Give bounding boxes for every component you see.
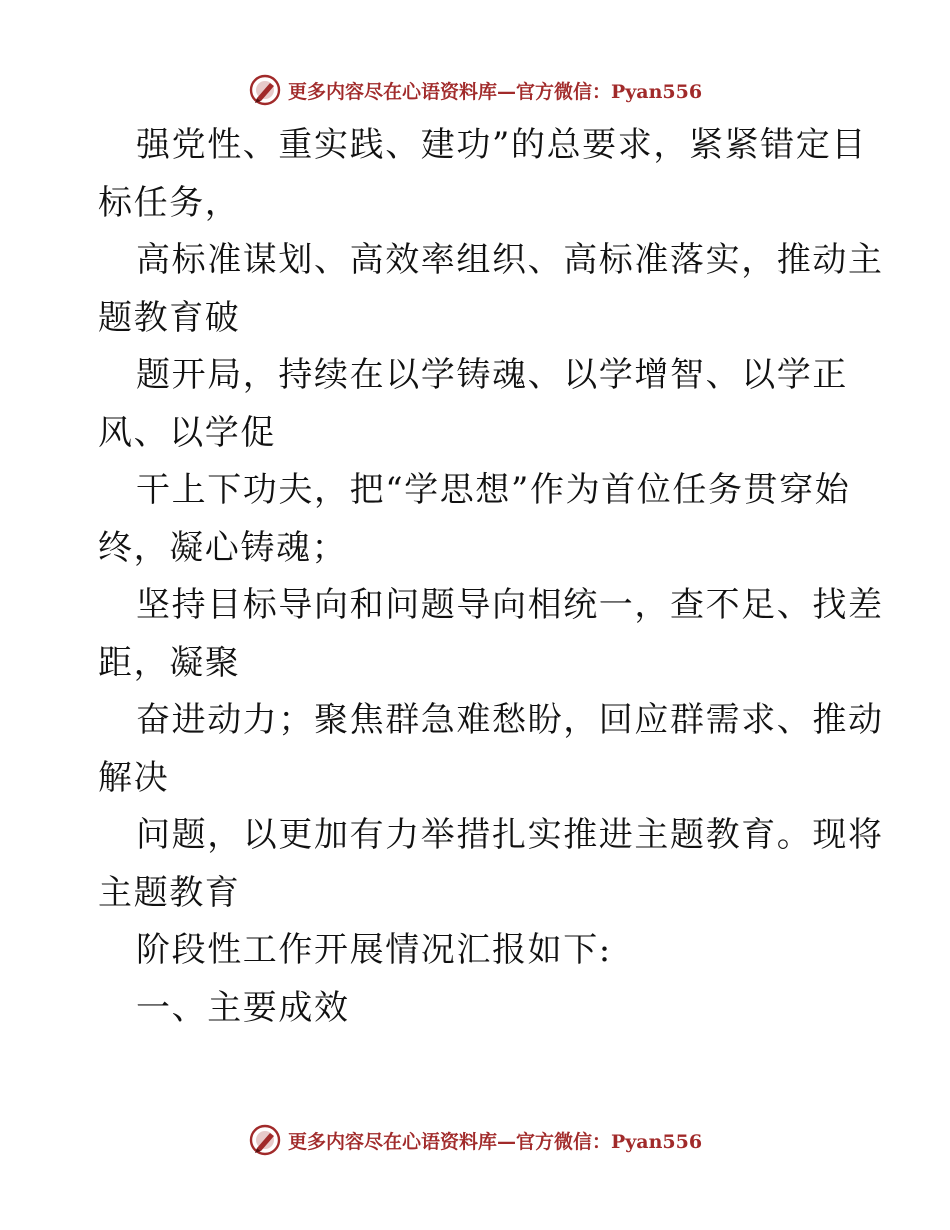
paragraph-line: 距，凝聚 bbox=[98, 642, 241, 683]
paragraph-line: 高标准谋划、高效率组织、高标准落实，推动主 bbox=[136, 240, 884, 280]
paragraph-line: 风、以学促 bbox=[98, 412, 276, 453]
document-body bbox=[98, 117, 884, 1037]
paragraph-line: 强党性、重实践、建功”的总要求，紧紧错定目 bbox=[136, 125, 867, 165]
pen-logo-icon bbox=[248, 1123, 282, 1157]
paragraph-line: 坚持目标导向和问题导向相统一，查不足、找差 bbox=[136, 585, 884, 625]
footer-watermark bbox=[0, 1120, 950, 1160]
pen-logo-icon bbox=[248, 73, 282, 107]
paragraph-line: 奋进动力；聚焦群急难愁盼，回应群需求、推动 bbox=[136, 700, 884, 740]
paragraph-line: 解决 bbox=[98, 757, 170, 798]
paragraph-line: 主题教育 bbox=[98, 872, 241, 913]
paragraph-line: 终，凝心铸魂； bbox=[98, 527, 348, 568]
paragraph-line: 阶段性工作开展情况汇报如下: bbox=[136, 930, 612, 970]
paragraph-line: 干上下功夫，把“学思想”作为首位任务贯穿始 bbox=[136, 470, 851, 510]
paragraph-line: 标任务， bbox=[98, 182, 241, 223]
paragraph-line: 题开局，持续在以学铸魂、以学增智、以学正 bbox=[136, 355, 848, 395]
watermark-text: 更多内容尽在心语资料库—官方微信：Pyan556 bbox=[287, 80, 703, 103]
header-watermark bbox=[0, 70, 950, 110]
paragraph-line: 问题，以更加有力举措扎实推进主题教育。现将 bbox=[136, 815, 884, 855]
section-heading: 一、主要成效 bbox=[136, 987, 350, 1028]
paragraph-line: 题教育破 bbox=[98, 297, 241, 338]
watermark-text: 更多内容尽在心语资料库—官方微信：Pyan556 bbox=[287, 1130, 703, 1153]
